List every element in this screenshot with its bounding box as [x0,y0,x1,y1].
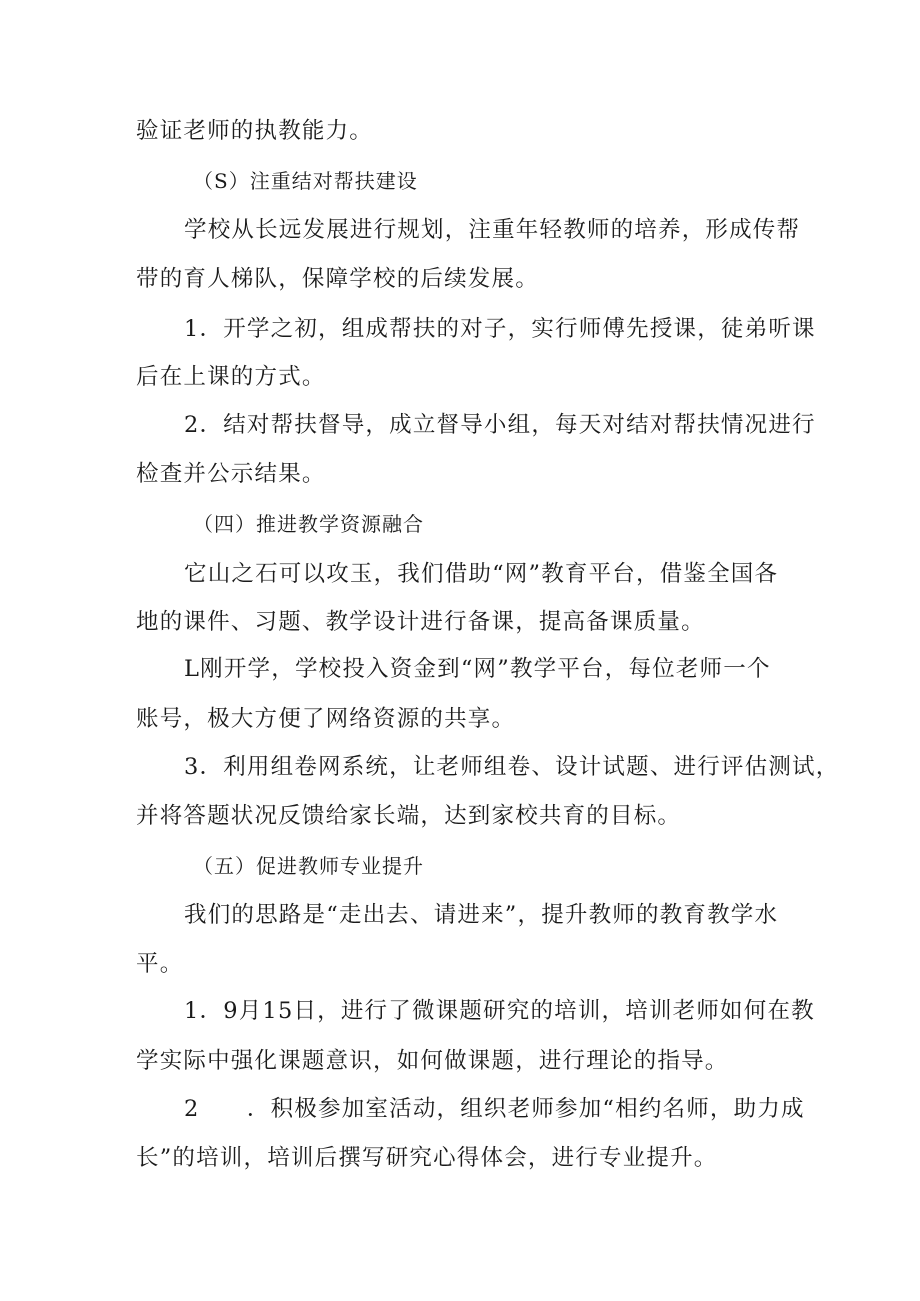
list-item-line: 1．9月15日，进行了微课题研究的培训，培训老师如何在教 [184,998,815,1024]
list-item-line: 1．开学之初，组成帮扶的对子，实行师傅先授课，徒弟听课 [184,316,816,342]
paragraph-line: 并将答题状况反馈给家长端，达到家校共育的目标。 [136,803,682,829]
paragraph-line: 后在上课的方式。 [136,364,326,390]
paragraph-line: 账号，极大方便了网络资源的共享。 [136,706,516,732]
paragraph-line: 平。 [136,951,184,977]
section-heading-5: （五）促进教师专业提升 [193,854,424,878]
paragraph-line: 它山之石可以攻玉，我们借助“网”教育平台，借鉴全国各 [184,561,779,587]
paragraph-line: 带的育人梯队，保障学校的后续发展。 [136,266,539,292]
paragraph-line: 我们的思路是“走出去、请进来”，提升教师的教育教学水 [184,902,779,928]
list-item-line: 3．利用组卷网系统，让老师组卷、设计试题、进行评估测试， [184,754,840,780]
paragraph-line: 检查并公示结果。 [136,461,326,487]
section-heading-s: （S）注重结对帮扶建设 [193,169,418,193]
list-item-line: 2．结对帮扶督导，成立督导小组，每天对结对帮扶情况进行 [184,412,816,438]
paragraph-line: 地的课件、习题、教学设计进行备课，提高备课质量。 [136,609,705,635]
list-item-line: 2 ．积极参加室活动，组织老师参加“相约名师，助力成 [184,1096,805,1122]
paragraph-line: 验证老师的执教能力。 [136,118,374,144]
section-heading-4: （四）推进教学资源融合 [193,512,424,536]
paragraph-line: 长”的培训，培训后撰写研究心得体会，进行专业提升。 [136,1145,718,1171]
paragraph-line: 学实际中强化课题意识，如何做课题，进行理论的指导。 [136,1048,729,1074]
list-item-line: L刚开学，学校投入资金到“网”教学平台，每位老师一个 [184,656,771,682]
paragraph-line: 学校从长远发展进行规划，注重年轻教师的培养，形成传帮 [184,217,801,243]
